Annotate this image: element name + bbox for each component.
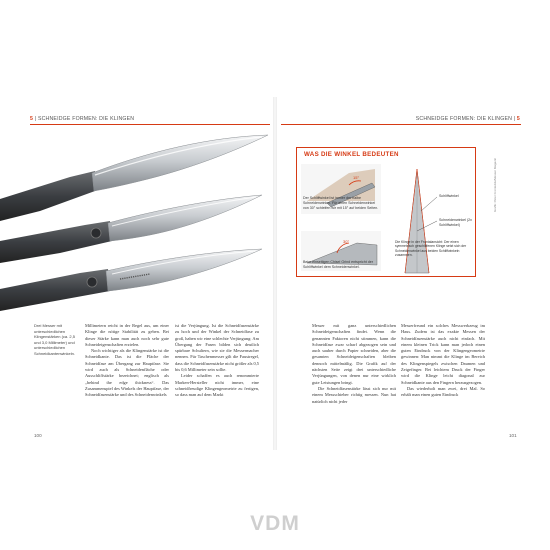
angle-label-30: 30° [343, 239, 350, 244]
left-running-head: 5 | SCHNEIDGE FORMEN: DIE KLINGEN [30, 116, 135, 122]
left-column-1 [85, 323, 169, 399]
leader-line [421, 197, 437, 211]
angle-label-15: 15° [353, 175, 360, 180]
paragraph: Millimetern reicht in der Regel aus, um einer Klinge die nötige Stabilität zu geben. Bei dieser Stärke kann man auch noch sehr gute Schneideigenschaften erzielen. [85, 323, 169, 347]
left-head-rule [30, 124, 270, 125]
diagram-text-top: Der Schliffwinkel ist immer der halbe Schneidenwinkel. Für einen Schneidenwinkel von 30° schleifen wir mit 15° auf beiden Seiten. [303, 196, 379, 210]
paragraph: Messerfreund ein solches Messwerkzeug im Haus. Zudem ist das exakte Messen der Schneidfasenstärke auch nicht einfach. Mit einem kleinen Trick kann man jedoch einen guten Eindruck von der Klingengeometrie gewinnen: Man nimmt die Klinge im Bereich des Klingenspiegels zwischen Daumen und Zeigefinger. Bei leichtem Druck der Finger wird die Klinge leicht diagonal zur Schneidkante aus den Fingern herausgezogen. [401, 323, 485, 385]
right-page-number: 101 [509, 433, 517, 438]
knife-bottom [0, 249, 262, 311]
diagram-text-bottom: Beim einseitigen Chisel Grind entspricht der Schliffwinkel dem Schneidenwinkel. [303, 260, 373, 269]
paragraph: ist die Verjüngung. Ist die Schneidfasenstärke zu hoch und der Winkel der Schneidfase zu groß, haben wir eine schlechte Verjüngung: Am Übergang der Fasen bilden sich deutlich spürbare Schultern, wie sie die Messermacher nennen. Für Taschenmesser gilt die Faustregel, dass die Schneidfasenstärke nicht größer als 0,5 bis 0,6 Millimeter sein sollte. [175, 323, 260, 373]
label-schliffwinkel: Schliffwinkel [439, 194, 459, 198]
paragraph: Das wiederholt man zwei, drei Mal. So erhält man einen guten Eindruck [401, 385, 485, 398]
left-page-number: 100 [34, 433, 42, 438]
right-running-head: SCHNEIDGE FORMEN: DIE KLINGEN | 5 [415, 116, 520, 122]
right-column-1 [312, 323, 396, 405]
right-page [275, 97, 550, 450]
knives-photo [0, 129, 275, 319]
diagram-text-right: Die Klinge in der Frontalansicht: Der einen symmetrisch geschliffenen Klinge setzt sich der Schneidenwinkel aus beiden Schliffwinkeln zusammen. [395, 240, 467, 258]
photo-caption: Drei Messer mit unterschiedlichen Klingenstärken (ca. 2,5 und 3,0 Millimeter) und unterschiedlichen Schneidkantenwinkeln. [34, 323, 75, 356]
paragraph: Noch wichtiger als die Klingenstärke ist die Schneidkante. Das ist die Fläche der Schneidfase am Übergang zur Hauptfase. Sie wird auch als Schneidenfläche oder Ausschliffstärke bezeichnet; englisch als „behind the edge thickness“. Das Zusammenspiel des Winkels der Hauptfase, der Schneidfasenstärke und des Schneidenwinkels [85, 348, 169, 398]
vdm-watermark: VDM [250, 512, 300, 535]
graphic-credit: Grafik: Peter Fronteddu/Messer Magazin [493, 157, 497, 212]
right-head-rule [281, 124, 521, 125]
angle-diagram [296, 147, 476, 277]
right-column-2 [401, 323, 485, 399]
paragraph: Die Schneidfasenstärke lässt sich nur mit einem Messschieber richtig messen. Nun hat natürlich nicht jeder [312, 385, 396, 404]
left-page [0, 97, 275, 450]
book-spread [0, 97, 550, 450]
paragraph: Leider schaffen es auch renommierte Marken-Hersteller nicht immer, eine schneidfreudige Klingengeometrie zu fertigen, so dass man auf dem Markt [175, 373, 259, 398]
label-schneidenwinkel: Schneidenwinkel (2x Schliffwinkel) [439, 218, 472, 227]
diagram-title: WAS DIE WINKEL BEDEUTEN [304, 151, 399, 158]
left-column-2 [175, 323, 259, 399]
paragraph: Messer mit ganz unterschiedlichen Schneideigenschaften findet. Wenn die genannten Faktoren nicht stimmen, kann die Schneidfase zwar scharf abgezogen sein und auch sauber durch Papier schneiden, aber die gesamten Schneideigenschaften bleiben dennoch mittelmäßig. Die Grafik auf der nächsten Seite zeigt drei unterschiedliche Verjüngungen, von denen nur eine wirklich gute Leistungen bringt. [312, 323, 396, 385]
